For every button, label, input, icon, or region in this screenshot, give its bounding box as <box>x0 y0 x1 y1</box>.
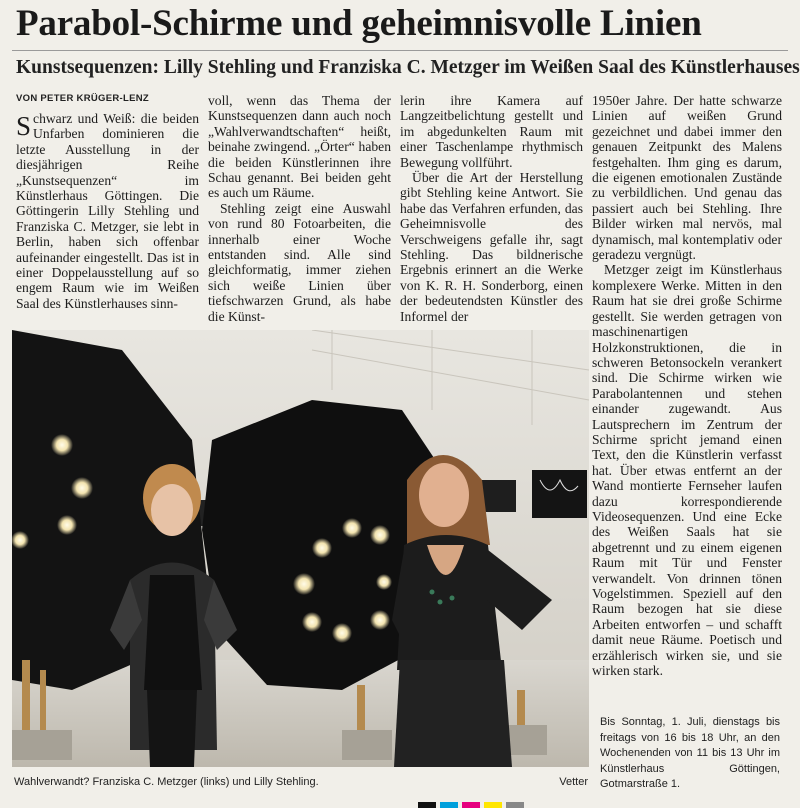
print-color-mark <box>506 802 524 808</box>
drop-cap: S <box>16 111 32 141</box>
text-column-1 <box>16 93 199 311</box>
headline: Parabol-Schirme und geheimnisvolle Linien <box>16 3 702 44</box>
text-column-3 <box>400 93 583 324</box>
headline-rule <box>12 50 788 51</box>
print-color-mark <box>462 802 480 808</box>
subheadline: Kunstsequenzen: Lilly Stehling und Franziska C. Metzger im Weißen Saal des Künstlerhauses <box>16 57 800 78</box>
byline: VON PETER KRÜGER-LENZ <box>16 93 149 104</box>
paragraph: voll, wenn das Thema der Kunstsequenzen dann auch noch „Wahlverwandtschaften“ heißt, beinahe zwingend. „Örter“ haben die beiden Künstlerinnen ihre Schau genannt. Bei beiden geht es auch um Räume. <box>208 93 391 201</box>
article-photo <box>12 330 589 767</box>
text-column-4 <box>592 93 782 678</box>
paragraph: Metzger zeigt im Künstlerhaus komplexere Werke. Mitten in den Raum hat sie drei große Schirme gestellt. Sie werden getragen von maschinenartigen Holzkonstruktionen, die in schweren Betonsockeln verankert sind. Die Schirme wirken wie Parabolantennen und stehen einander zugewandt. Aus Lautsprechern im Zentrum der Schirme spricht jemand einen Text, den die Künstlerin verfasst hat. Über etwas entfernt an der Wand montierte Fernseher laufen dazu korrespondierende Videosequenzen. Und eine Ecke des Weißen Saals hat sie abgetrennt und zu einem eigenen Raum mit Tür und Fenster verwandelt. Von drinnen tönen Vogelstimmen. Speziell auf den Raum bezogen hat sie diese Arbeiten entworfen – und schafft damit neue Räume. Poetisch und erzählerisch wirken sie, und sie wirken stark. <box>592 262 782 679</box>
paragraph: lerin ihre Kamera auf Langzeitbelichtung gestellt und im abgedunkelten Raum mit einer Taschenlampe rhythmisch Bewegung vollführt. <box>400 93 583 170</box>
photo-caption: Wahlverwandt? Franziska C. Metzger (links) und Lilly Stehling. <box>14 776 319 788</box>
exhibition-info: Bis Sonntag, 1. Juli, dienstags bis freitags von 16 bis 18 Uhr, an den Wochenenden von 11 bis 13 Uhr im Künstlerhaus Göttingen, Gotmarstraße 1. <box>600 716 780 790</box>
photo-credit: Vetter <box>559 776 588 788</box>
paragraph: Über die Art der Herstellung gibt Stehling keine Antwort. Sie habe das Verfahren erfunden, das Geheimnisvolle des Verschweigens gefalle ihr, sagt Stehling. Das bildnerische Ergebnis erinnert an die Werke von K. R. H. Sonderborg, einen der bedeutendsten Künstler des Informel der <box>400 170 583 324</box>
paragraph: 1950er Jahre. Der hatte schwarze Linien auf weißen Grund gezeichnet und dabei immer den genauen Zeitpunkt des Malens festgehalten. Ihm ging es darum, die eigenen emotionalen Zustände zu verbildlichen. Und genau das passiert auch bei Stehling. Ihre Bilder wirken mal nervös, mal dynamisch, mal kontemplativ oder geradezu vergnügt. <box>592 93 782 263</box>
photo-illustration <box>12 330 589 767</box>
print-color-mark <box>440 802 458 808</box>
print-color-mark <box>484 802 502 808</box>
paragraph: Stehling zeigt eine Auswahl von rund 80 Fotoarbeiten, die innerhalb einer Woche entstanden sind. Alle sind gleichformatig, immer ziehen sich weiße Linien über tiefschwarzen Grund, als habe die Künst- <box>208 200 391 324</box>
print-color-marks <box>418 802 524 808</box>
text-column-2 <box>208 93 391 324</box>
print-color-mark <box>418 802 436 808</box>
paragraph: Schwarz und Weiß: die beiden Unfarben dominieren die letzte Ausstellung in der diesjährigen Reihe „Kunstsequenzen“ im Künstlerhaus Göttingen. Die Göttingerin Lilly Stehling und Franziska C. Metzger, sie lebt in Berlin, haben sich offenbar aufeinander eingestellt. Das ist in einer Doppelausstellung auf so engem Raum wie im Weißen Saal des Künstlerhauses sinn- <box>16 111 199 311</box>
